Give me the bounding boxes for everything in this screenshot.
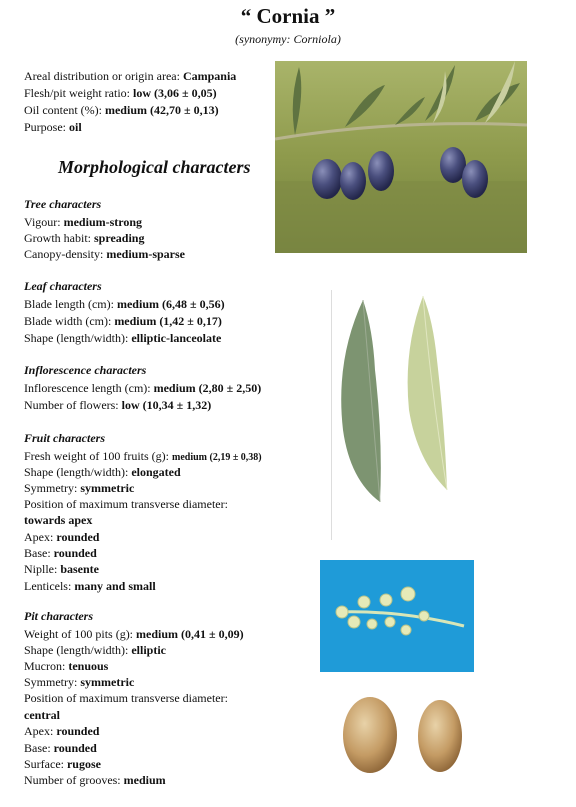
info-line: Purpose: oil <box>24 120 82 134</box>
fruit-line: Symmetry: symmetric <box>24 481 135 495</box>
divider <box>331 290 332 540</box>
inflo-heading: Inflorescence characters <box>24 363 147 377</box>
pit-line: Shape (length/width): elliptic <box>24 643 166 657</box>
pit-line: Base: rounded <box>24 741 97 755</box>
leaf-line: Blade length (cm): medium (6,48 ± 0,56) <box>24 297 225 311</box>
page-title: “ Cornia ” <box>240 4 336 28</box>
tree-line: Vigour: medium-strong <box>24 215 143 229</box>
morph-heading: Morphological characters <box>58 157 251 177</box>
fruit-line: towards apex <box>24 513 93 527</box>
fruit-heading: Fruit characters <box>24 431 106 445</box>
fruit-line: Fresh weight of 100 fruits (g): medium (2,19 ± 0,38) <box>24 449 262 463</box>
leaves-photo <box>335 290 470 505</box>
fruit-line: Apex: rounded <box>24 530 100 544</box>
fruit-line: Lenticels: many and small <box>24 579 156 593</box>
inflorescence-photo <box>320 560 474 672</box>
olive-branch-photo <box>275 61 527 253</box>
pit-line: central <box>24 708 60 722</box>
pit-line: Number of grooves: medium <box>24 773 166 787</box>
leaf-heading: Leaf characters <box>24 279 102 293</box>
pit-line: Mucron: tenuous <box>24 659 109 673</box>
inflo-line: Inflorescence length (cm): medium (2,80 ± 2,50) <box>24 381 262 395</box>
info-line: Oil content (%): medium (42,70 ± 0,13) <box>24 103 219 117</box>
leaf-line: Blade width (cm): medium (1,42 ± 0,17) <box>24 314 222 328</box>
pit-line: Weight of 100 pits (g): medium (0,41 ± 0,09) <box>24 627 244 641</box>
pit-line: Position of maximum transverse diameter: <box>24 691 228 705</box>
pit-line: Symmetry: symmetric <box>24 675 135 689</box>
info-line: Flesh/pit weight ratio: low (3,06 ± 0,05) <box>24 86 217 100</box>
fruit-line: Niplle: basente <box>24 562 99 576</box>
pit-line: Surface: rugose <box>24 757 101 771</box>
tree-heading: Tree characters <box>24 197 102 211</box>
info-line: Areal distribution or origin area: Campania <box>24 69 237 83</box>
tree-line: Growth habit: spreading <box>24 231 145 245</box>
fruit-line: Position of maximum transverse diameter: <box>24 497 228 511</box>
fruit-line: Base: rounded <box>24 546 97 560</box>
pit-line: Apex: rounded <box>24 724 100 738</box>
inflo-line: Number of flowers: low (10,34 ± 1,32) <box>24 398 212 412</box>
pit-heading: Pit characters <box>24 609 93 623</box>
leaf-line: Shape (length/width): elliptic-lanceolate <box>24 331 222 345</box>
synonym-text: (synonymy: Corniola) <box>235 32 341 46</box>
pits-photo <box>330 690 480 780</box>
tree-line: Canopy-density: medium-sparse <box>24 247 185 261</box>
fruit-line: Shape (length/width): elongated <box>24 465 181 479</box>
